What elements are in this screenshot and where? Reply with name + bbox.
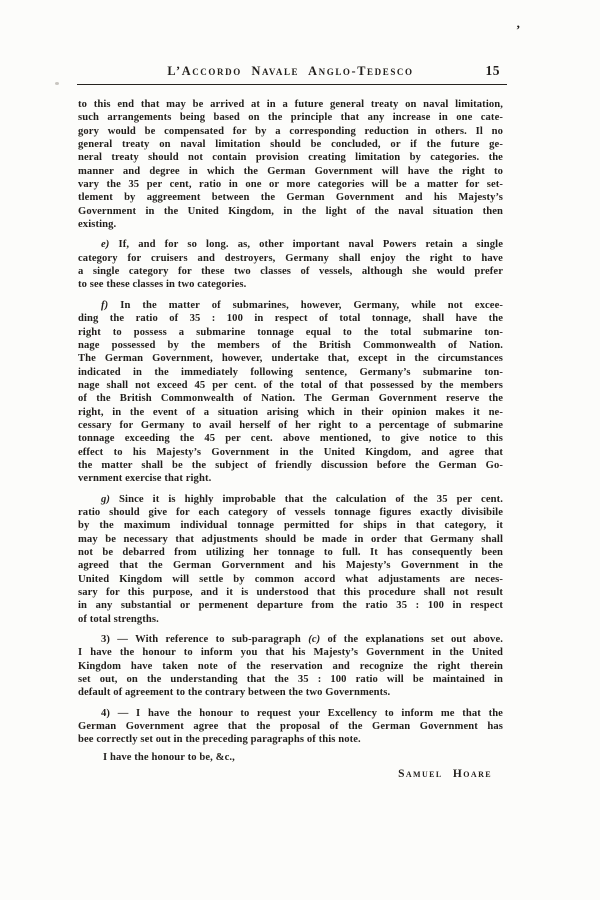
text-line: in any substantial or permenent departure from the ratio 35 : 100 in respect	[78, 600, 503, 612]
text-line: may be necessary that adjustments should be made in order that Germany shall	[78, 533, 503, 545]
text-line: e) If, and for so long. as, other important naval Powers retain a single	[101, 239, 503, 251]
body-text	[78, 98, 503, 782]
text-line: 3) — With reference to sub-paragraph (c) of the explanations set out above.	[101, 634, 503, 646]
text-line: United Kingdom will settle by common accord what adjustaments are neces-	[78, 573, 503, 585]
text-line: cessary for Germany to avail herself of her right to a percentage of submarine	[78, 419, 503, 431]
continuation-paragraph	[78, 98, 503, 231]
text-line: of total strengths.	[78, 613, 159, 625]
text-line: ding the ratio of 35 : 100 in respect of total tonnage, shall have the	[78, 313, 503, 325]
text-line: Kingdom have taken note of the reservation and recognize the right therein	[78, 660, 503, 672]
text-line: sary for this purpose, and it is understood that this procedure shall not result	[78, 587, 503, 599]
text-line: right, in the event of a situation arising which in their opinion makes it ne-	[78, 406, 503, 418]
text-line: right to possess a submarine tonnage equal to the total submarine ton-	[78, 326, 503, 338]
text-line: The German Government, however, undertake that, except in the circumstances	[78, 353, 503, 365]
subparagraph-e	[78, 238, 503, 291]
text-line: a single category for these two classes of vessels, although she would prefer	[78, 266, 503, 278]
ink-speck: ’	[516, 22, 521, 37]
subparagraph-g	[78, 493, 503, 626]
text-line: the matter shall be the subject of friendly discussion before the German Go-	[78, 459, 503, 471]
page-number: 15	[485, 63, 500, 78]
text-line: ratio should give for each category of vessels tonnage figures exactly divisibile	[78, 506, 503, 518]
text-line: f) In the matter of submarines, however, Germany, while not excee-	[101, 299, 503, 311]
text-line: to see these classes in two categories.	[78, 279, 247, 291]
text-line: Samuel Hoare	[398, 768, 492, 781]
text-line: default of agreement to the contrary between the two Governments.	[78, 687, 391, 699]
closing-line	[78, 751, 503, 764]
text-line: nage possessed by the members of the British Commonwealth of Nation.	[78, 339, 503, 351]
text-line: I have the honour to inform you that his Majesty’s Government in the United	[78, 647, 503, 659]
text-line: I have the honour to be, &c.,	[103, 751, 235, 763]
text-line: general treaty on naval limitation should be concluded, or if the future ge-	[78, 139, 503, 151]
ink-smudge	[55, 82, 59, 85]
text-line: not be debarred from utilizing her tonnage to full. It has consequently been	[78, 547, 503, 558]
paragraph-4	[78, 707, 503, 747]
text-line: nage shall not exceed 45 per cent. of the total of that possessed by the members	[78, 379, 503, 391]
paragraph-3	[78, 633, 503, 700]
text-line: effect to his Majesty’s Government in the United Kingdom, and agree that	[78, 446, 503, 458]
text-line: bee correctly set out in the preceding paragraphs of this note.	[78, 734, 361, 746]
text-line: existing.	[78, 219, 117, 231]
text-line: vary the 35 per cent, ratio in one or more categories will be a matter for set-	[78, 179, 503, 191]
text-line: category for cruisers and destroyers, Germany shall enjoy the right to have	[78, 252, 503, 264]
text-line: Government in the United Kingdom, in the light of the naval situation then	[78, 205, 503, 217]
subparagraph-f	[78, 299, 503, 486]
signature	[78, 767, 503, 782]
text-line: such arrangements being based on the principle that any increase in one cate-	[78, 112, 503, 124]
text-line: of the British Commonwealth of Nation. The German Government reserve the	[78, 393, 503, 405]
text-line: by the maximum individual tonnage permitted for ships in that category, it	[78, 520, 503, 532]
text-line: manner and degree in which the German Government will have the right to	[78, 165, 503, 177]
text-line: tonnage exceeding the 45 per cent. above mentioned, to give notice to this	[78, 433, 503, 445]
text-line: indicated in the immediately following sentence, Germany’s submarine ton-	[78, 366, 503, 378]
text-line: tlement by aggreement between the German Government and his Majesty’s	[78, 192, 503, 204]
text-line: neral treaty should not contain provision creating limitation by categories. the	[78, 152, 503, 164]
text-line: set out, on the understanding that the 35 : 100 ratio will be maintained in	[78, 674, 503, 686]
text-line: agreed that the German Gorvernment and his Majesty’s Government in the	[78, 560, 503, 572]
text-line: g) Since it is highly improbable that the calculation of the 35 per cent.	[101, 493, 503, 505]
text-line: German Government agree that the proposal of the German Government has	[78, 721, 503, 733]
text-line: to this end that may be arrived at in a future general treaty on naval limitation,	[78, 99, 503, 110]
text-line: gory would be compensated for by a corresponding reduction in others. Il no	[78, 125, 503, 137]
running-header-title: L’Accordo Navale Anglo-Tedesco	[167, 64, 414, 78]
text-line: 4) — I have the honour to request your Excellency to inform me that the	[101, 707, 503, 719]
header-rule	[77, 84, 507, 85]
text-line: vernment exercise that right.	[78, 473, 212, 485]
